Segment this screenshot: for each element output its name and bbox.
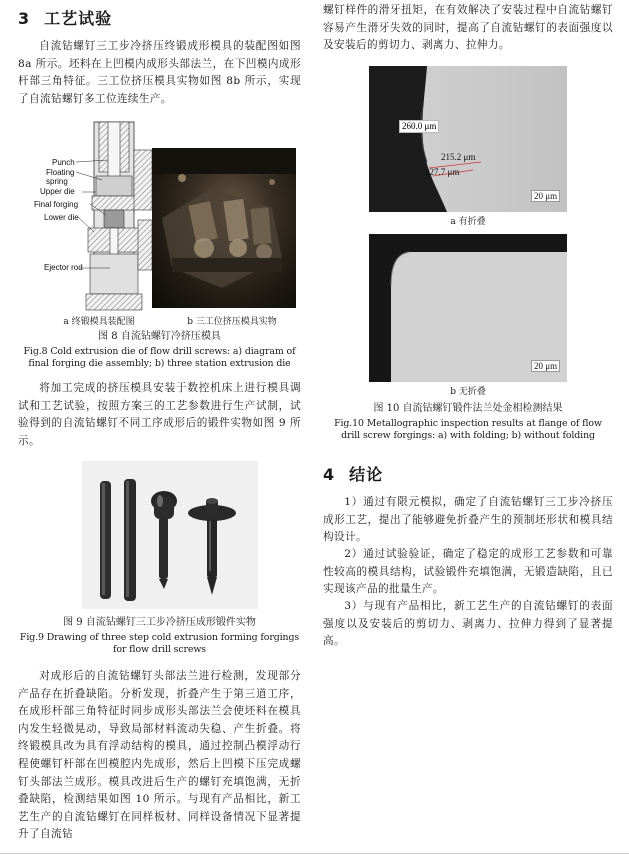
label-final-forging: Final forging <box>34 200 79 209</box>
fig9-caption-en-line1: Fig.9 Drawing of three step cold extrusion forming forgings <box>19 632 300 643</box>
conclusion-1: 1）通过有限元模拟，确定了自流钻螺钉三工步冷挤压成形工艺，提出了能够避免折叠产生的预制坯形状和模具结构设计。 <box>323 496 613 544</box>
fig8-sub-caption-b: b 三工位挤压模具实物 <box>187 317 277 327</box>
label-upper-die: Upper die <box>40 187 75 196</box>
label-punch: Punch <box>52 158 75 167</box>
label-ejector-rod: Ejector rod <box>44 263 83 272</box>
fig8-caption-cn: 图 8 自流钻螺钉冷挤压模具 <box>98 331 221 342</box>
label-floating: Floating <box>46 168 75 177</box>
paragraph-continuation: 螺钉样件的滑牙扭矩，在有效解决了安装过程中自流钻螺钉容易产生滑牙失效的同时，提高了自流钻螺钉的表面强度以及安装后的剪切力、剥离力、拉伸力。 <box>323 4 613 52</box>
fig8-sub-caption-a: a 终锻模具装配图 <box>63 317 135 327</box>
measure-260: 260.0 μm <box>399 120 439 133</box>
section-3-paragraph-2: 将加工完成的挤压模具安装于数控机床上进行模具调试和工艺试验，按照方案三的工艺参数进行生产试制，试验得到的自流钻螺钉不同工序成形后的锻件实物如图 9 所示。 <box>18 382 301 447</box>
forgings-photo <box>82 461 258 609</box>
section-3-paragraph-1: 自流钻螺钉三工步冷挤压终锻成形模具的装配图如图 8a 所示。坯料在上凹模内成形头部法兰，在下凹模内成形杆部三角特征。三工位挤压模具实物如图 8b 所示，实现了自流钻螺钉多工位连续生产。 <box>18 40 301 105</box>
fig9-caption-en-line2: for flow drill screws <box>113 644 206 655</box>
fig10-sub-caption-b: b 无折叠 <box>450 387 486 397</box>
fig9-caption-cn: 图 9 自流钻螺钉三工步冷挤压成形锻件实物 <box>63 617 256 628</box>
metallograph-with-folding <box>369 66 567 212</box>
section-3-paragraph-3: 对成形后的自流钻螺钉头部法兰进行检测，发现部分产品存在折叠缺陷。分析发现，折叠产生于第三道工序，在成形杆部三角特征时同步成形头部法兰会使坯料在模具内发生轻微晃动，导致局部材料流动失稳、产生折叠。将终锻模具改为具有浮动结构的模具，通过控制凸模浮动行程使螺钉杆部在凹模腔内先成形，然后上凹模下压完成螺钉头部法兰成形。模具改进后生产的螺钉充填饱满，无折叠缺陷，检测结果如图 10 所示。与现有产品相比，新工艺生产的自流钻螺钉在同样板材、同样设备情况下显著提升了自流钻 <box>18 670 301 841</box>
section-4-heading: 4 结论 <box>323 465 384 484</box>
label-lower-die: Lower die <box>44 213 79 222</box>
metallograph-without-folding <box>369 234 567 382</box>
fig8-caption-en-line2: final forging die assembly; b) three station extrusion die <box>28 358 291 369</box>
figure-9-caption <box>18 616 301 656</box>
label-spring: spring <box>46 177 68 186</box>
fig10-caption-en-line1: Fig.10 Metallographic inspection results at flange of flow <box>334 418 602 429</box>
figure-8 <box>34 120 296 332</box>
fig10-sub-caption-a: a 有折叠 <box>450 217 486 227</box>
scale-bar-a: 20 μm <box>531 190 560 202</box>
figure-10-caption <box>323 402 613 442</box>
section-3-heading: 3 工艺试验 <box>18 9 113 28</box>
measure-215: 215.2 μm <box>441 152 476 162</box>
fig10-caption-en-line2: drill screw forgings: a) with folding; b) without folding <box>341 430 595 441</box>
fig8-caption-en-line1: Fig.8 Cold extrusion die of flow drill screws: a) diagram of <box>23 346 296 357</box>
figure-8-caption <box>18 330 301 370</box>
measure-227: 227.7 μm <box>425 167 460 177</box>
conclusion-2: 2）通过试验验证，确定了稳定的成形工艺参数和可靠性较高的模具结构，试验锻件充填饱满，无锻造缺陷，且已实现该产品的批量生产。 <box>323 548 613 596</box>
conclusion-3: 3）与现有产品相比，新工艺生产的自流钻螺钉的表面强度以及安装后的剪切力、剥离力、拉伸力得到了显著提高。 <box>323 600 613 648</box>
extrusion-die-photo <box>152 148 296 308</box>
fig10-caption-cn: 图 10 自流钻螺钉锻件法兰处金相检测结果 <box>373 403 563 414</box>
scale-bar-b: 20 μm <box>531 360 560 372</box>
